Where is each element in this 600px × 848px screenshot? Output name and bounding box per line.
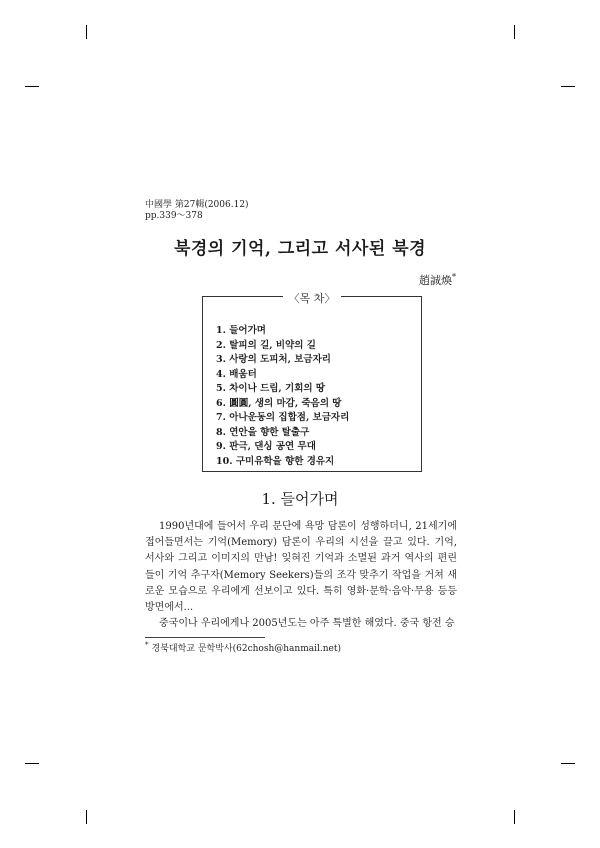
crop-mark-top-right-h	[561, 86, 575, 87]
toc-item: 4. 배움터	[216, 368, 257, 380]
crop-mark-bottom-right-h	[561, 763, 575, 764]
toc-item: 2. 탈피의 길, 비약의 길	[216, 339, 316, 351]
paper-title: 북경의 기억, 그리고 서사된 북경	[173, 239, 427, 259]
author-name: 趙誠煥	[419, 274, 452, 287]
paragraph: 중국이나 우리에게나 2005년도는 아주 특별한 해였다. 중국 항전 승	[159, 618, 455, 630]
toc-heading: 〈목 차〉	[283, 292, 342, 305]
toc-item: 3. 사랑의 도피처, 보금자리	[216, 354, 331, 365]
journal-issue: 中國學 第27輯(2006.12)	[145, 200, 249, 210]
body-text	[145, 519, 457, 632]
crop-mark-top-left-v	[86, 25, 87, 39]
author	[419, 272, 456, 288]
crop-mark-bottom-left-v	[86, 810, 87, 824]
crop-mark-top-left-h	[25, 86, 39, 87]
toc-item: 8. 연안을 향한 탈출구	[216, 426, 310, 438]
toc-item: 5. 차이나 드림, 기회의 땅	[216, 383, 326, 394]
toc-item: 9. 판극, 댄싱 공연 무대	[216, 441, 316, 452]
toc-list	[216, 324, 349, 469]
crop-mark-top-right-v	[514, 25, 515, 39]
footnote-mark: *	[145, 641, 149, 649]
toc-item: 10. 구미유학을 향한 경유지	[216, 455, 335, 467]
table-of-contents	[202, 292, 422, 472]
author-footnote-mark: *	[452, 272, 456, 282]
toc-item: 7. 아나운동의 집합점, 보금자리	[216, 412, 350, 423]
section-heading: 1. 들어가며	[261, 490, 339, 508]
page-range: pp.339～378	[145, 211, 203, 221]
footnote-text: 경북대학교 문학박사(62chosh@hanmail.net)	[151, 644, 341, 654]
footnote-rule	[145, 637, 265, 638]
toc-item: 1. 들어가며	[216, 325, 266, 336]
journal-meta	[145, 200, 249, 222]
footnote	[145, 641, 341, 654]
crop-mark-bottom-right-v	[514, 810, 515, 824]
crop-mark-bottom-left-h	[25, 763, 39, 764]
paragraph: 1990년대에 들어서 우리 문단에 욕망 담론이 성행하더니, 21세기에 접어들면서는 기억(Memory) 담론이 우리의 시선을 끌고 있다. 기억, 서사와 그리고 이미지의 만남! 잊혀진 기억과 소멸된 과거 역사의 편린들이 기억 추구자(Memory Seekers)들의 조각 맞추기 작업을 거쳐 새로운 모습으로 우리에게 선보이고 있다. 특히 영화·문학·음악·무용 등등 방면에서...	[145, 521, 457, 614]
toc-item: 6. 圓圓, 생의 마감, 죽음의 땅	[216, 397, 342, 409]
